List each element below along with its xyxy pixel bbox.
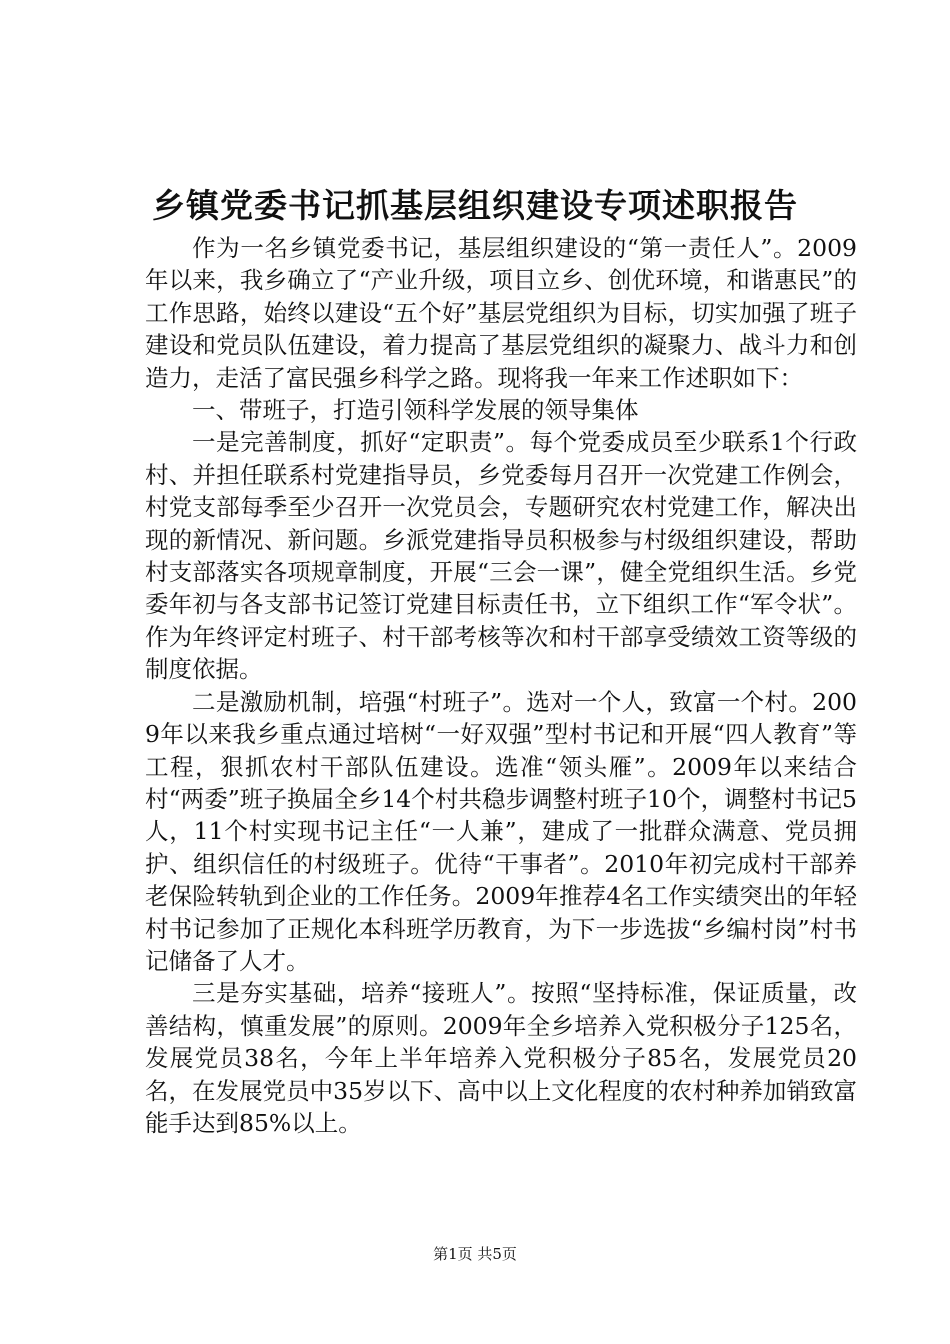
body-paragraph: 二是激励机制，培强“村班子”。选对一个人，致富一个村。2009年以来我乡重点通过培树“一好双强”型村书记和开展“四人教育”等工程，狠抓农村干部队伍建设。选准“领头雁”。2009年以来结合村“两委”班子换届全乡14个村共稳步调整村班子10个，调整村书记5人，11个村实现书记主任“一人兼”，建成了一批群众满意、党员拥护、组织信任的村级班子。优待“干事者”。2010年初完成村干部养老保险转轨到企业的工作任务。2009年推荐4名工作实绩突出的年轻村书记参加了正规化本科班学历教育，为下一步选拔“乡编村岗”村书记储备了人才。 <box>145 687 857 975</box>
page-title: 乡镇党委书记抓基层组织建设专项述职报告 <box>152 186 798 225</box>
intro-paragraph: 作为一名乡镇党委书记，基层组织建设的“第一责任人”。2009年以来，我乡确立了“产业升级，项目立乡、创优环境，和谐惠民”的工作思路，始终以建设“五个好”基层党组织为目标，切实加强了班子建设和党员队伍建设，着力提高了基层党组织的凝聚力、战斗力和创造力，走活了富民强乡科学之路。现将我一年来工作述职如下： <box>145 234 857 392</box>
section-heading: 一、带班子，打造引领科学发展的领导集体 <box>192 396 639 425</box>
body-paragraph: 三是夯实基础，培养“接班人”。按照“坚持标准，保证质量，改善结构，慎重发展”的原则。2009年全乡培养入党积极分子125名，发展党员38名，今年上半年培养入党积极分子85名，发展党员20名，在发展党员中35岁以下、高中以上文化程度的农村种养加销致富能手达到85%以上。 <box>145 979 857 1137</box>
document-body <box>145 232 857 1139</box>
body-paragraph: 一是完善制度，抓好“定职责”。每个党委成员至少联系1个行政村、并担任联系村党建指导员，乡党委每月召开一次党建工作例会，村党支部每季至少召开一次党员会，专题研究农村党建工作，解决出现的新情况、新问题。乡派党建指导员积极参与村级组织建设，帮助村支部落实各项规章制度，开展“三会一课”，健全党组织生活。乡党委年初与各支部书记签订党建目标责任书，立下组织工作“军令状”。作为年终评定村班子、村干部考核等次和村干部享受绩效工资等级的制度依据。 <box>145 428 857 684</box>
page-number-footer: 第1页 共5页 <box>433 1245 517 1263</box>
